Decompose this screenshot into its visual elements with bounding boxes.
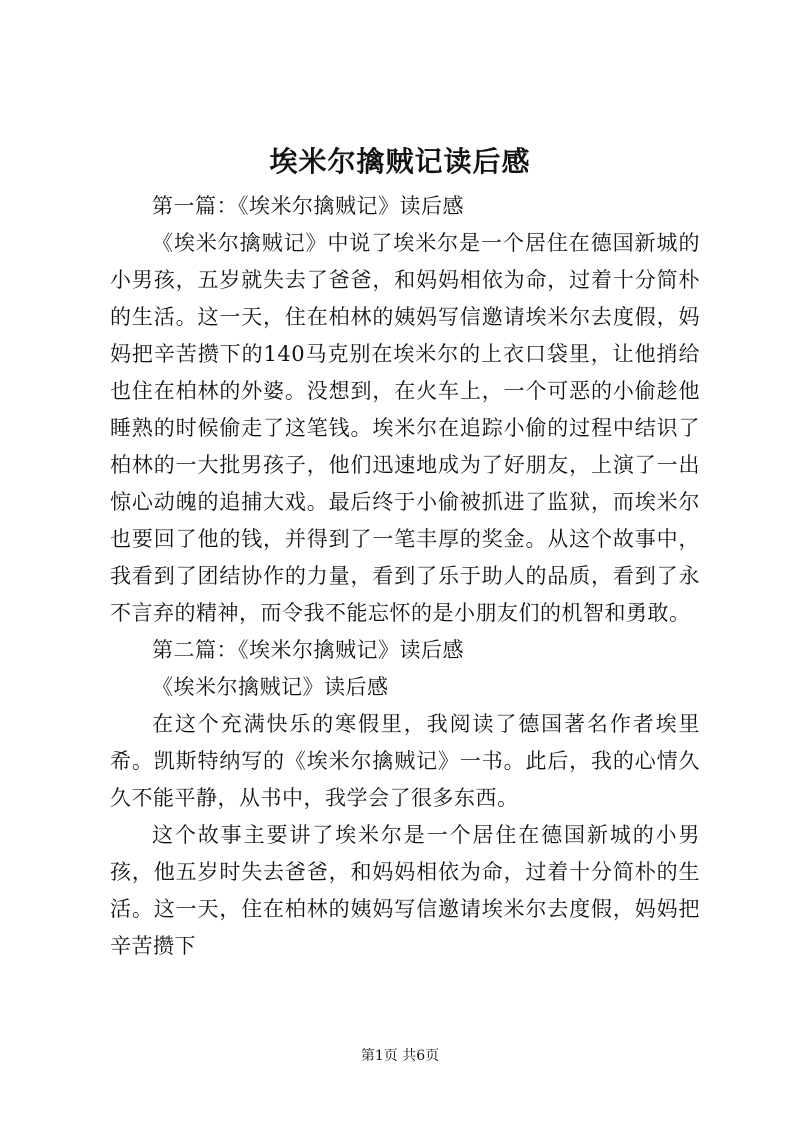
- document-body: [110, 188, 700, 965]
- body-paragraph: 《埃米尔擒贼记》中说了埃米尔是一个居住在德国新城的小男孩，五岁就失去了爸爸，和妈妈相依为命，过着十分简朴的生活。这一天，住在柏林的姨妈写信邀请埃米尔去度假，妈妈把辛苦攒下的140马克别在埃米尔的上衣口袋里，让他捎给也住在柏林的外婆。没想到，在火车上，一个可恶的小偷趁他睡熟的时候偷走了这笔钱。埃米尔在追踪小偷的过程中结识了柏林的一大批男孩子，他们迅速地成为了好朋友，上演了一出惊心动魄的追捕大戏。最后终于小偷被抓进了监狱，而埃米尔也要回了他的钱，并得到了一笔丰厚的奖金。从这个故事中，我看到了团结协作的力量，看到了乐于助人的品质，看到了永不言弃的精神，而令我不能忘怀的是小朋友们的机智和勇敢。: [110, 231, 700, 625]
- subheading: 《埃米尔擒贼记》读后感: [152, 675, 389, 699]
- document-title: 埃米尔擒贼记读后感: [269, 145, 531, 178]
- page-footer: 第1页 共6页: [360, 1048, 440, 1064]
- section-heading-1: 第一篇：《埃米尔擒贼记》读后感: [152, 194, 464, 218]
- body-paragraph: 这个故事主要讲了埃米尔是一个居住在德国新城的小男孩，他五岁时失去爸爸，和妈妈相依为命，过着十分简朴的生活。这一天，住在柏林的姨妈写信邀请埃米尔去度假，妈妈把辛苦攒下: [110, 823, 700, 958]
- body-paragraph: 在这个充满快乐的寒假里，我阅读了德国著名作者埃里希。凯斯特纳写的《埃米尔擒贼记》一书。此后，我的心情久久不能平静，从书中，我学会了很多东西。: [110, 712, 700, 810]
- section-heading-2: 第二篇：《埃米尔擒贼记》读后感: [152, 638, 464, 662]
